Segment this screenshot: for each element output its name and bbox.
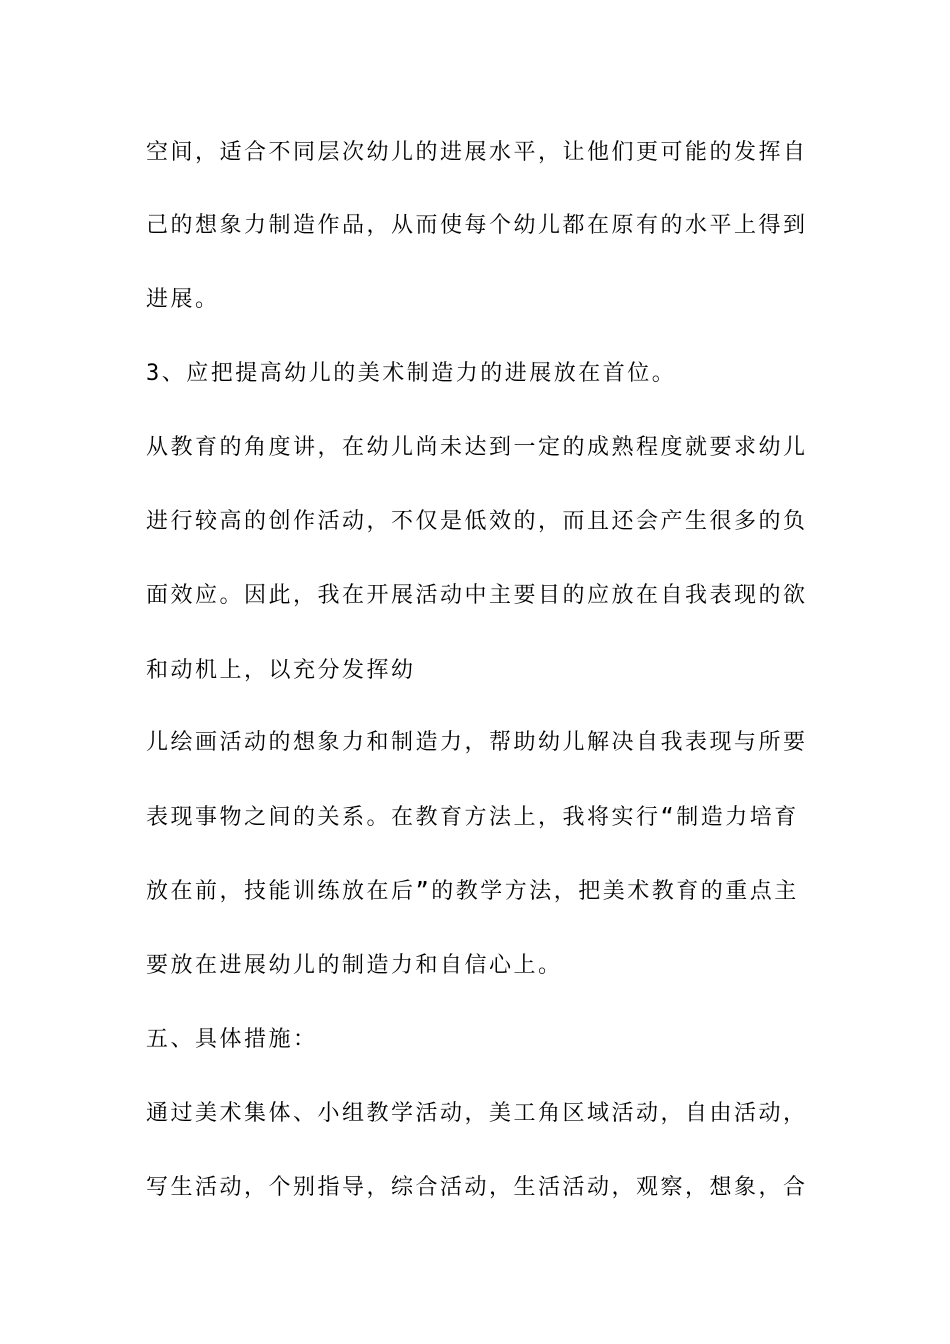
text-line: 和动机上，以充分发挥幼 — [146, 658, 416, 683]
text-line: 表现事物之间的关系。在教育方法上，我将实行“制造力培育 — [146, 805, 799, 830]
text-line: 己的想象力制造作品，从而使每个幼儿都在原有的水平上得到 — [146, 213, 808, 238]
text-line: 儿绘画活动的想象力和制造力，帮助幼儿解决自我表现与所要 — [146, 730, 808, 755]
text-line: 要放在进展幼儿的制造力和自信心上。 — [146, 953, 563, 978]
text-line: 空间，适合不同层次幼儿的进展水平，让他们更可能的发挥自 — [146, 140, 808, 165]
section-heading: 3、应把提高幼儿的美术制造力的进展放在首位。 — [146, 361, 677, 386]
section-heading: 五、具体措施： — [146, 1027, 318, 1052]
text-line: 进展。 — [146, 287, 220, 312]
text-line: 通过美术集体、小组教学活动，美工角区域活动，自由活动， — [146, 1101, 808, 1126]
text-line: 放在前，技能训练放在后”的教学方法，把美术教育的重点主 — [146, 879, 799, 904]
text-line: 进行较高的创作活动，不仅是低效的，而且还会产生很多的负 — [146, 509, 808, 534]
text-line: 从教育的角度讲，在幼儿尚未达到一定的成熟程度就要求幼儿 — [146, 435, 808, 460]
text-line: 面效应。因此，我在开展活动中主要目的应放在自我表现的欲 — [146, 583, 808, 608]
text-line: 写生活动，个别指导，综合活动，生活活动，观察，想象，合 — [146, 1175, 808, 1200]
